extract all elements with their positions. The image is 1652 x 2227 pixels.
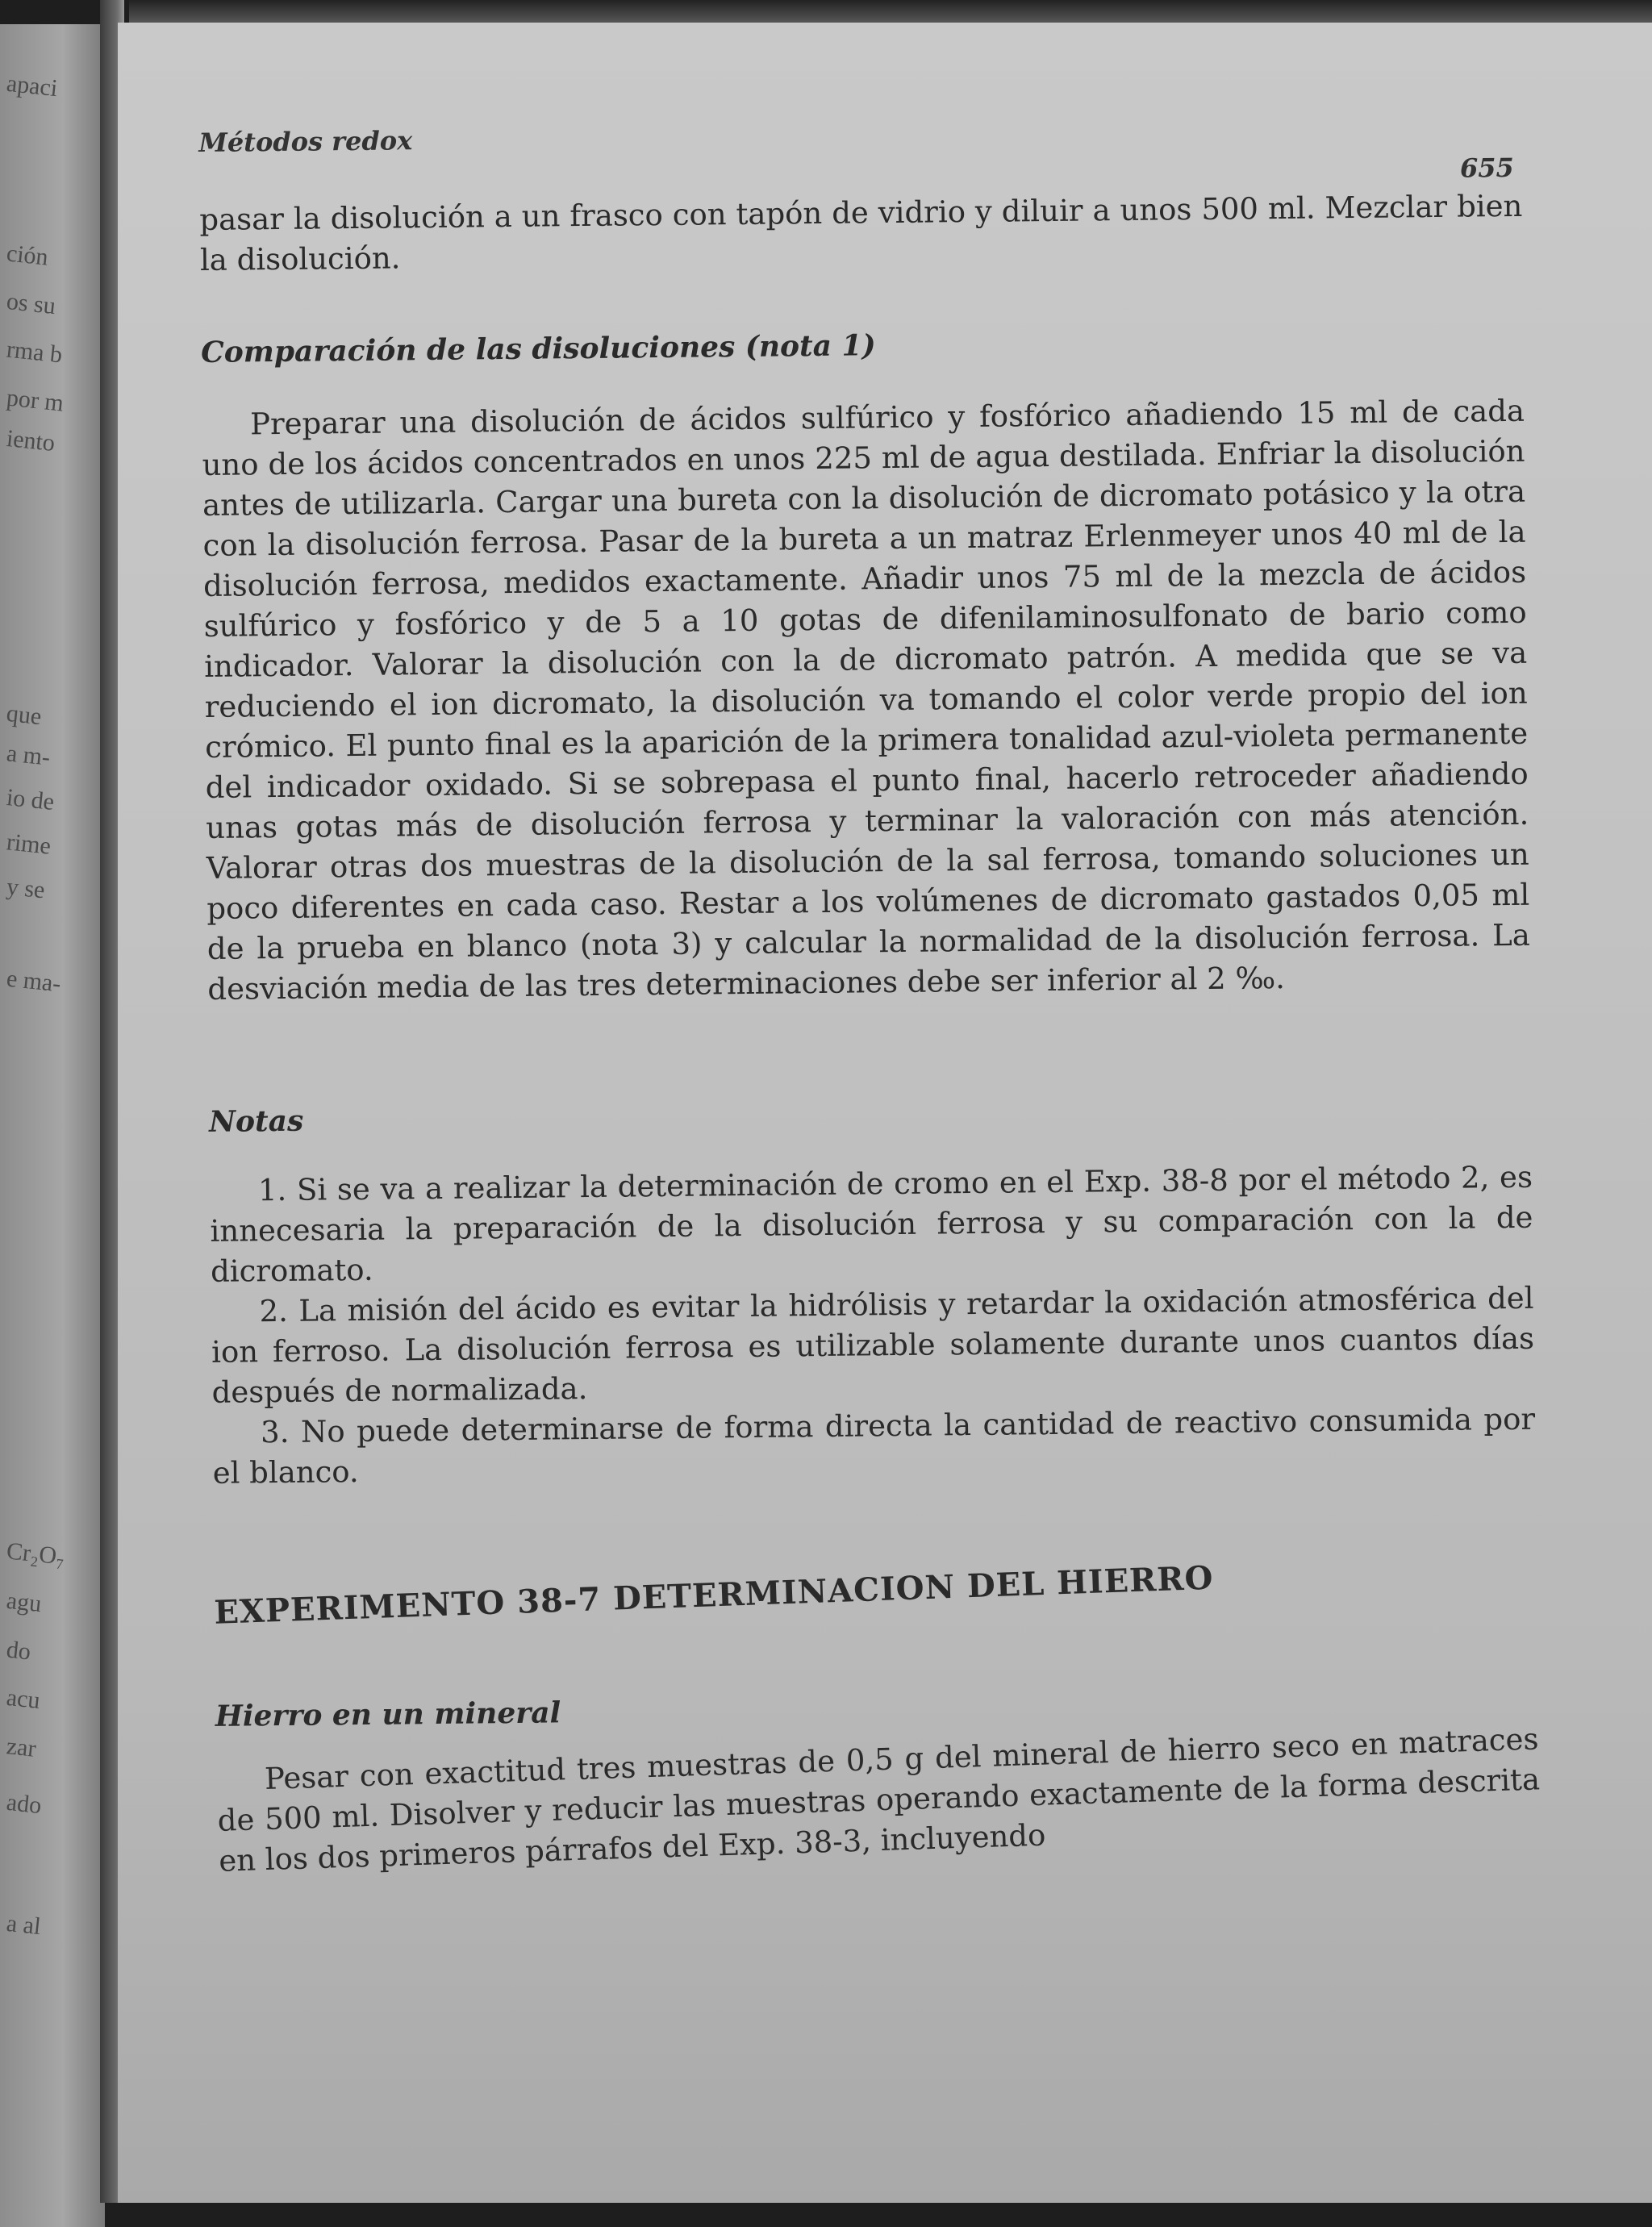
notes-heading: Notas <box>208 1103 304 1139</box>
facing-page-fragment: apaci <box>5 69 59 102</box>
comparison-heading: Comparación de las disoluciones (nota 1) <box>200 328 876 369</box>
note-item: 1. Si se va a realizar la determinación de cromo en el Exp. 38-8 por el método 2, es innecesaria la preparación de la disolución ferrosa y su comparación con la de dicromato. <box>210 1159 1533 1289</box>
facing-page-fragment: y se <box>5 873 47 904</box>
facing-page-fragment: do <box>5 1636 32 1666</box>
running-head: Métodos redox <box>198 125 413 158</box>
page-header <box>198 98 1522 200</box>
note-item: 2. La misión del ácido es evitar la hidrólisis y retardar la oxidación atmosférica del ion ferroso. La disolución ferrosa es utilizable solamente durante unos cuantos días después de normalizada. <box>211 1280 1535 1410</box>
facing-page-fragment: rma b <box>5 336 64 369</box>
mineral-heading: Hierro en un mineral <box>215 1695 561 1733</box>
facing-page-fragment: iento <box>5 424 56 457</box>
book-page <box>118 23 1652 2203</box>
facing-page-fragment: agu <box>5 1587 43 1618</box>
comparison-paragraph: Preparar una disolución de ácidos sulfúrico y fosfórico añadiendo 15 ml de cada uno de los ácidos concentrados en unos 225 ml de agua destilada. Enfriar la disolución antes de utilizarla. Cargar una bureta con la disolución de dicromato potásico y la otra con la disolución ferrosa. Pasar de la bureta a un matraz Erlenmeyer unos 40 ml de la disolución ferrosa, medidos exactamente. Añadir unos 75 ml de la mezcla de ácidos sulfúrico y fosfórico y de 5 a 10 gotas de difenilaminosulfonato de bario como indicador. Valorar la disolución con la de dicromato patrón. A medida que se va reduciendo el ion dicromato, la disolución va tomando el color verde propio del ion crómico. El punto final es la aparición de la primera tonalidad azul-violeta permanente del indicador oxidado. Si se sobrepasa el punto final, hacerlo retroceder añadiendo unas gotas más de disolución ferrosa y terminar la valoración con más atención. Valorar otras dos muestras de la disolución de la sal ferrosa, tomando soluciones un poco diferentes en cada caso. Restar a los volúmenes de dicromato gastados 0,05 ml de la prueba en blanco (nota 3) y calcular la normalidad de la disolución ferrosa. La desviación media de las tres determinaciones debe ser inferior al 2 ‰. <box>202 393 1531 1007</box>
mineral-paragraph: Pesar con exactitud tres muestras de 0,5 g del mineral de hierro seco en matraces de 500 ml. Disolver y reducir las muestras operando exactamente de la forma descrita en los dos primeros párrafos del Exp. 38-3, incluyendo <box>217 1721 1541 1879</box>
page-content <box>198 98 1540 1882</box>
top-shadow <box>129 0 1652 24</box>
facing-page-fragment: que <box>5 699 43 731</box>
intro-paragraph: pasar la disolución a un frasco con tapón de vidrio y diluir a unos 500 ml. Mezclar bien la disolución. <box>199 188 1523 277</box>
facing-page-fragment: e ma- <box>5 965 63 998</box>
note-item: 3. No puede determinarse de forma directa la cantidad de reactivo consumida por el blanco. <box>212 1401 1536 1491</box>
facing-page-fragment: Cr₂O₇ <box>5 1537 67 1570</box>
facing-page-fragment: os su <box>5 287 57 320</box>
facing-page-fragment: por m <box>5 384 65 417</box>
facing-page-fragment: acu <box>5 1683 42 1715</box>
experiment-heading: EXPERIMENTO 38-7 DETERMINACION DEL HIERRO <box>213 1558 1215 1632</box>
facing-page-fragment: io de <box>5 784 56 816</box>
facing-page-fragment: a m- <box>5 740 52 771</box>
facing-page-edge <box>0 24 105 2227</box>
facing-page-fragment: zar <box>5 1733 38 1762</box>
page-number: 655 <box>1459 152 1515 184</box>
facing-page-fragment: ado <box>5 1788 43 1820</box>
facing-page-fragment: a al <box>5 1909 43 1941</box>
facing-page-fragment: rime <box>5 828 52 860</box>
facing-page-fragment: ción <box>5 240 50 271</box>
